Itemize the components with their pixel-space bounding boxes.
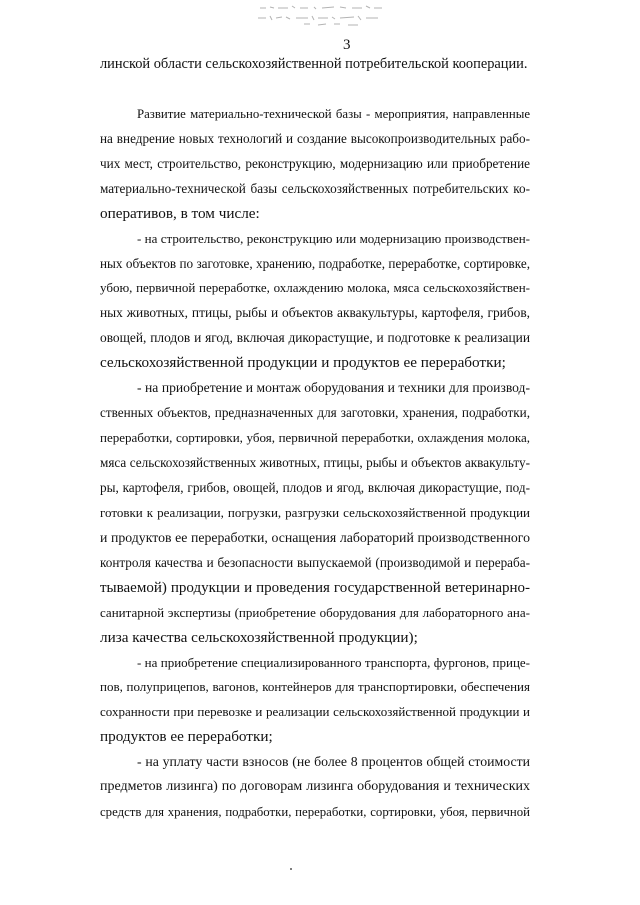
faded-stamp-mark: [256, 2, 388, 28]
text-line: ных объектов по заготовке, хранению, подработке, переработке, сортировке,: [100, 255, 530, 271]
text-line: мяса сельскохозяйственных животных, птицы, рыбы и объектов аквакульту-: [100, 455, 530, 470]
text-line: - на строительство, реконструкцию или модернизацию производствен-: [137, 230, 530, 246]
text-line: - на приобретение и монтаж оборудования и техники для производ-: [137, 380, 530, 396]
text-line: предметов лизинга) по договорам лизинга оборудования и технических: [100, 779, 530, 795]
text-line: линской области сельскохозяйственной потребительской кооперации.: [100, 56, 528, 72]
text-line: овощей, плодов и ягод, включая дикорастущие, и подготовке к реализации: [100, 330, 530, 346]
text-line: чих мест, строительство, реконструкцию, модернизацию или приобретение: [100, 155, 530, 171]
text-line: продуктов ее переработки;: [100, 728, 273, 746]
text-line: - на приобретение специализированного транспорта, фургонов, прице-: [137, 654, 530, 670]
text-line: сохранности при перевозке и реализации сельскохозяйственной продукции и: [100, 704, 530, 720]
text-line: санитарной экспертизы (приобретение оборудования для лабораторного ана-: [100, 604, 530, 620]
text-line: ственных объектов, предназначенных для заготовки, хранения, подработки,: [100, 405, 530, 421]
text-line: ры, картофеля, грибов, овощей, плодов и ягод, включая дикорастущие, под-: [100, 479, 530, 495]
text-line: материально-технической базы сельскохозяйственных потребительских ко-: [100, 180, 530, 196]
text-line: на внедрение новых технологий и создание высокопроизводительных рабо-: [100, 130, 530, 146]
text-line: оперативов, в том числе:: [100, 204, 260, 222]
text-line: лиза качества сельскохозяйственной продукции);: [100, 628, 418, 646]
text-line: [100, 77, 530, 102]
page-number: 3: [343, 37, 351, 53]
text-line: переработки, сортировки, убоя, первичной переработки, охлаждения молока,: [100, 430, 530, 446]
body-text: [100, 52, 530, 825]
text-line: - на уплату части взносов (не более 8 процентов общей стоимости: [137, 754, 530, 770]
text-line: убою, первичной переработке, охлаждению молока, мяса сельскохозяйствен-: [100, 280, 530, 296]
text-line: ных животных, птицы, рыбы и объектов аквакультуры, картофеля, грибов,: [100, 305, 530, 321]
text-line: готовки к реализации, погрузки, разгрузки сельскохозяйственной продукции: [100, 504, 530, 520]
text-line: и продуктов ее переработки, оснащения лабораторий производственного: [100, 529, 530, 545]
text-line: Развитие материально-технической базы - мероприятия, направленные: [137, 106, 530, 121]
text-line: сельскохозяйственной продукции и продуктов ее переработки;: [100, 354, 506, 372]
text-line: средств для хранения, подработки, переработки, сортировки, убоя, первичной: [100, 805, 530, 820]
text-line: тываемой) продукции и проведения государственной ветеринарно-: [100, 579, 530, 596]
text-line: контроля качества и безопасности выпускаемой (производимой и перераба-: [100, 554, 530, 570]
text-line: пов, полуприцепов, вагонов, контейнеров для транспортировки, обеспечения: [100, 679, 530, 695]
scan-speck: [290, 868, 292, 870]
